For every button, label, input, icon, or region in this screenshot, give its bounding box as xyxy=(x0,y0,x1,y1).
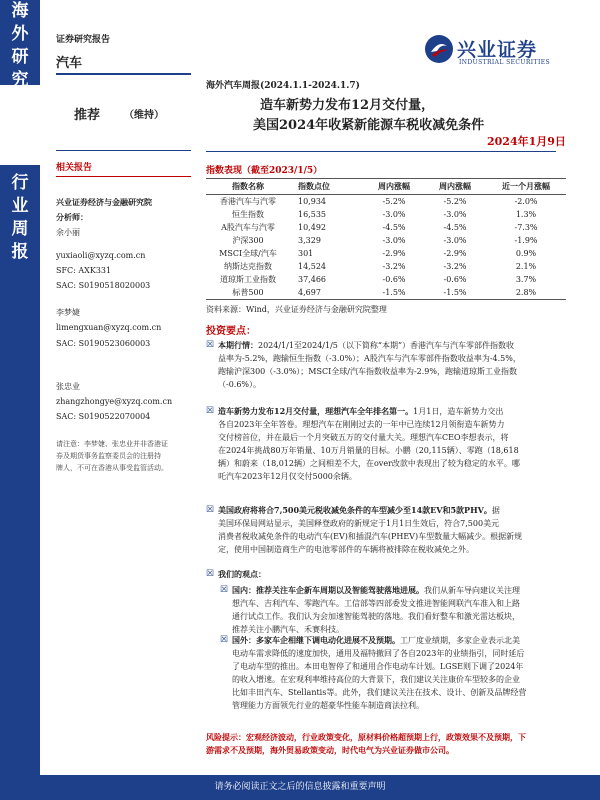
cell: -3.2% xyxy=(382,262,406,271)
checkbox-icon: ☒ xyxy=(206,569,215,579)
point-text: 交付榜首位，并在最后一个月突破五万的交付量大关。理想汽车CEO李想表示，将 xyxy=(218,433,509,442)
note-line: 请注意：李梦婕、张忠业并非香港证 xyxy=(56,440,168,448)
point-lead: 国内：推荐关注车企新车周期以及智能驾驶落地进展。 xyxy=(232,585,424,595)
point-text: （-0.6%）。 xyxy=(218,380,262,389)
point-text: 1月1日，造车新势力交出 xyxy=(413,407,504,416)
series-label: 海外汽车周报(2024.1.1-2024.1.7) xyxy=(206,81,360,91)
header-divider xyxy=(56,73,191,75)
cell: 香港汽车与汽零 xyxy=(220,197,276,206)
column-header: 指数名称 xyxy=(206,179,290,195)
index-table-heading: 指数表现（截至2023/1/5） xyxy=(206,166,323,176)
report-type: 证券研究报告 xyxy=(56,35,111,45)
point-text: 想汽车、吉利汽车、零跑汽车。工信部等四部委发文推进智能网联汽车准入和上路 xyxy=(232,599,520,608)
cell: -3.0% xyxy=(382,236,406,245)
cell: A股汽车与汽零 xyxy=(221,223,275,232)
cell: 4,697 xyxy=(298,288,321,297)
point-text: 消费者税收减免条件的电动汽车(EV)和插混汽车(PHEV)车型数量大幅减少。根据新规 xyxy=(218,532,523,541)
point-text: 辆）和蔚来（18,012辆）之间相差不大，在over改款中表现出了较为稳定的水平。哪 xyxy=(218,459,520,468)
risk-text: 游需求不及预期，海外贸易政策变动，时代电气为兴业证券做市公司。 xyxy=(206,745,454,755)
column-header: 周内涨幅 xyxy=(424,179,486,195)
analyst-sac: SAC: S0190518020003 xyxy=(56,281,151,290)
cell: -7.3% xyxy=(514,223,538,232)
cell: -1.5% xyxy=(443,288,467,297)
overseas-research-label xyxy=(0,0,40,92)
related-reports-heading: 相关报告 xyxy=(56,163,93,173)
point-text: 各自2023年全年答卷。理想汽车在刚刚过去的一年中已连续12月领衔造车新势力 xyxy=(218,420,505,429)
analyst-email[interactable]: limengxuan@xyzq.com.cn xyxy=(56,323,162,332)
cell: -4.5% xyxy=(443,223,467,232)
cell: 沪深300 xyxy=(232,236,264,245)
analyst-name: 张忠业 xyxy=(56,382,80,391)
table-row xyxy=(206,260,566,273)
cell: 10,934 xyxy=(298,197,326,206)
checkbox-icon: ☒ xyxy=(206,505,215,515)
point-domestic xyxy=(220,584,556,636)
analyst-email[interactable]: zhangzhongye@xyzq.com.cn xyxy=(56,397,173,406)
strip-char: 行 xyxy=(11,173,29,193)
title-line1: 造车新势力发布12月交付量， xyxy=(260,98,435,113)
strip-char: 海 xyxy=(11,1,29,21)
note-line: 牌人，不可在香港从事受监管活动。 xyxy=(56,464,168,472)
point-text: 通行试点工作。我们认为会加速智能驾驶的落地。我们看好整车和激光雷达板块， xyxy=(232,612,520,621)
related-divider xyxy=(56,176,191,177)
cell: 3,329 xyxy=(298,236,321,245)
point-text: 我们从新车导向建议关注理 xyxy=(424,586,520,595)
cell: MSCI全球/汽车 xyxy=(219,249,277,258)
company-logo-icon xyxy=(424,34,454,64)
strip-char: 报 xyxy=(11,242,29,262)
research-org: 兴业证券经济与金融研究院 xyxy=(56,197,152,207)
analyst-name: 余小丽 xyxy=(56,228,80,237)
strip-char: 外 xyxy=(11,24,29,44)
cell: 恒生指数 xyxy=(232,210,264,219)
checkbox-icon: ☒ xyxy=(220,635,229,645)
point-text: 跑输沪深300（-3.0%）；MSCI全球/汽车指数收益率为-2.9%，跑输道琼斯工业指数 xyxy=(218,367,517,376)
cell: -0.6% xyxy=(443,275,467,284)
cell: 标普500 xyxy=(232,288,264,297)
analyst-sac: SAC: S0190523060003 xyxy=(56,339,151,348)
cell: -5.2% xyxy=(382,197,406,206)
table-row xyxy=(206,247,566,260)
cell: 1.3% xyxy=(515,210,537,219)
table-header-row xyxy=(206,179,566,195)
point-lead: 国外：多家车企相继下调电动化进展不及预期。 xyxy=(232,635,400,645)
point-text: 2024/1/1至2024/1/5（以下简称“本期”）香港汽车与汽车零部件指数收 xyxy=(258,341,515,350)
table-row xyxy=(206,234,566,247)
cell: 301 xyxy=(298,249,314,258)
cell: 0.9% xyxy=(515,249,537,258)
cell: 14,524 xyxy=(298,262,326,271)
checkbox-icon: ☒ xyxy=(220,585,229,595)
cell: -1.5% xyxy=(382,288,406,297)
cell: 10,492 xyxy=(298,223,326,232)
point-text: 了电动车型的推出。本田电智停了和通用合作电动车计划。LGSE则下调了2024年 xyxy=(232,662,524,671)
point-our-view xyxy=(206,568,556,581)
cell: -3.0% xyxy=(443,210,467,219)
checkbox-icon: ☒ xyxy=(206,340,215,350)
point-text: 美国环保局网站显示，美国释登政府的新规定于1月1日生效后，符合7,500美元 xyxy=(218,519,500,528)
cell: 2.1% xyxy=(515,262,537,271)
point-text: 工厂度业绩期，多家企业表示北美 xyxy=(400,636,520,645)
cell: -4.5% xyxy=(382,223,406,232)
point-text: 益率为-5.2%，跑输恒生指数（-3.0%）；A股汽车与汽车零部件指数收益率为-4.5%， xyxy=(218,354,521,363)
title-line2: 美国2024年收紧新能源车税收减免条件 xyxy=(253,118,485,133)
column-header: 近一个月涨幅 xyxy=(486,179,566,195)
point-market xyxy=(206,339,556,391)
risk-label: 风险提示： xyxy=(206,732,246,742)
column-header: 指数点位 xyxy=(290,179,364,195)
cell: -3.0% xyxy=(443,236,467,245)
cell: -2.9% xyxy=(443,249,467,258)
strip-char: 业 xyxy=(11,196,29,216)
point-lead: 美国政府将将合7,500美元税收减免条件的车型减少至14款EV和5款PHV。 xyxy=(218,505,492,515)
analyst-email[interactable]: yuxiaoli@xyzq.com.cn xyxy=(56,251,146,260)
left-side-strip xyxy=(0,0,40,800)
logo-cn-text: 兴业证券 xyxy=(457,39,538,61)
investment-points-heading: 投资要点： xyxy=(206,326,256,337)
column-header: 周内涨幅 xyxy=(364,179,424,195)
cell: 纳斯达克指数 xyxy=(224,262,272,271)
point-text: 据 xyxy=(491,506,500,515)
cell: -3.2% xyxy=(443,262,467,271)
rating-divider xyxy=(56,150,191,151)
table-row xyxy=(206,208,566,221)
cell: 37,466 xyxy=(298,275,326,284)
cell: -2.9% xyxy=(382,249,406,258)
point-lead: 造车新势力发布12月交付量，理想汽车全年排名第一。 xyxy=(218,406,414,416)
cell: 16,535 xyxy=(298,210,326,219)
rating-qualifier: （维持） xyxy=(124,110,164,121)
cell: -1.9% xyxy=(514,236,538,245)
footer-disclaimer: 请务必阅读正文之后的信息披露和重要声明 xyxy=(0,775,600,800)
point-lead: 我们的观点： xyxy=(218,569,266,579)
point-text: 定，使用中国制造商生产的电池零部件的车辆将被排除在税收减免之外。 xyxy=(218,545,474,554)
cell: 道琼斯工业指数 xyxy=(220,275,276,284)
title-divider xyxy=(206,151,556,152)
checkbox-icon: ☒ xyxy=(206,406,215,416)
cell: -2.0% xyxy=(514,197,538,206)
analyst-note xyxy=(56,438,168,474)
analyst-sac: SAC: S0190522070004 xyxy=(56,412,151,421)
cell: 2.8% xyxy=(515,288,537,297)
table-row xyxy=(206,273,566,286)
weekly-report-label xyxy=(0,172,40,264)
strip-char: 研 xyxy=(11,47,29,67)
point-text: 比如丰田汽车、Stellantis等。此外，我们建议关注在技术、设计、创新及品牌经营 xyxy=(232,688,527,697)
point-ev-deliveries xyxy=(206,405,556,483)
point-lead: 本期行情： xyxy=(218,340,258,350)
table-row xyxy=(206,195,566,209)
risk-text: 宏观经济波动，行业政策变化，原材料价格超预期上行，政策效果不及预期，下 xyxy=(246,732,526,742)
note-line: 券及期货事务监察委员会的注册持 xyxy=(56,452,161,460)
report-date: 2024年1月9日 xyxy=(487,135,566,148)
rating-label: 推荐 xyxy=(74,108,101,123)
index-performance-table xyxy=(206,178,566,300)
point-text: 推荐关注小鹏汽车、禾赛科技。 xyxy=(232,625,344,634)
strip-char: 究 xyxy=(11,70,29,90)
table-row xyxy=(206,286,566,300)
point-text: 管理能力方面领先行业的超豪华性能车制造商法拉利。 xyxy=(232,701,424,710)
table-row xyxy=(206,221,566,234)
point-text: 在2024年挑战80万年销量、10万月销量的目标。小鹏（20,115辆）、零跑（18,618 xyxy=(218,446,519,455)
logo-en-text: INDUSTRIAL SECURITIES xyxy=(459,59,550,66)
analysts-heading: 分析师： xyxy=(56,212,88,222)
risk-warning xyxy=(206,731,558,757)
strip-char: 周 xyxy=(11,219,29,239)
table-source: 资料来源：Wind，兴业证券经济与金融研究院整理 xyxy=(206,305,387,314)
point-text: 吒汽车2023年12月仅交付5000余辆。 xyxy=(218,472,357,481)
cell: -0.6% xyxy=(382,275,406,284)
industry-name: 汽车 xyxy=(56,56,83,71)
point-text: 电动车需求降低的速度加快，通用及福特撤回了各自2023年的业绩指引，同时延后 xyxy=(232,649,525,658)
point-us-tax-credit xyxy=(206,504,556,556)
point-overseas xyxy=(220,634,556,712)
analyst-name: 李梦婕 xyxy=(56,308,80,317)
analyst-sfc: SFC: AXK331 xyxy=(56,266,112,275)
cell: -3.0% xyxy=(382,210,406,219)
point-text: 的收入增速。在宏观利率维持高位的大背景下，我们建议关注康价车型较多的企业 xyxy=(232,675,520,684)
cell: -5.2% xyxy=(443,197,467,206)
cell: 3.7% xyxy=(515,275,537,284)
